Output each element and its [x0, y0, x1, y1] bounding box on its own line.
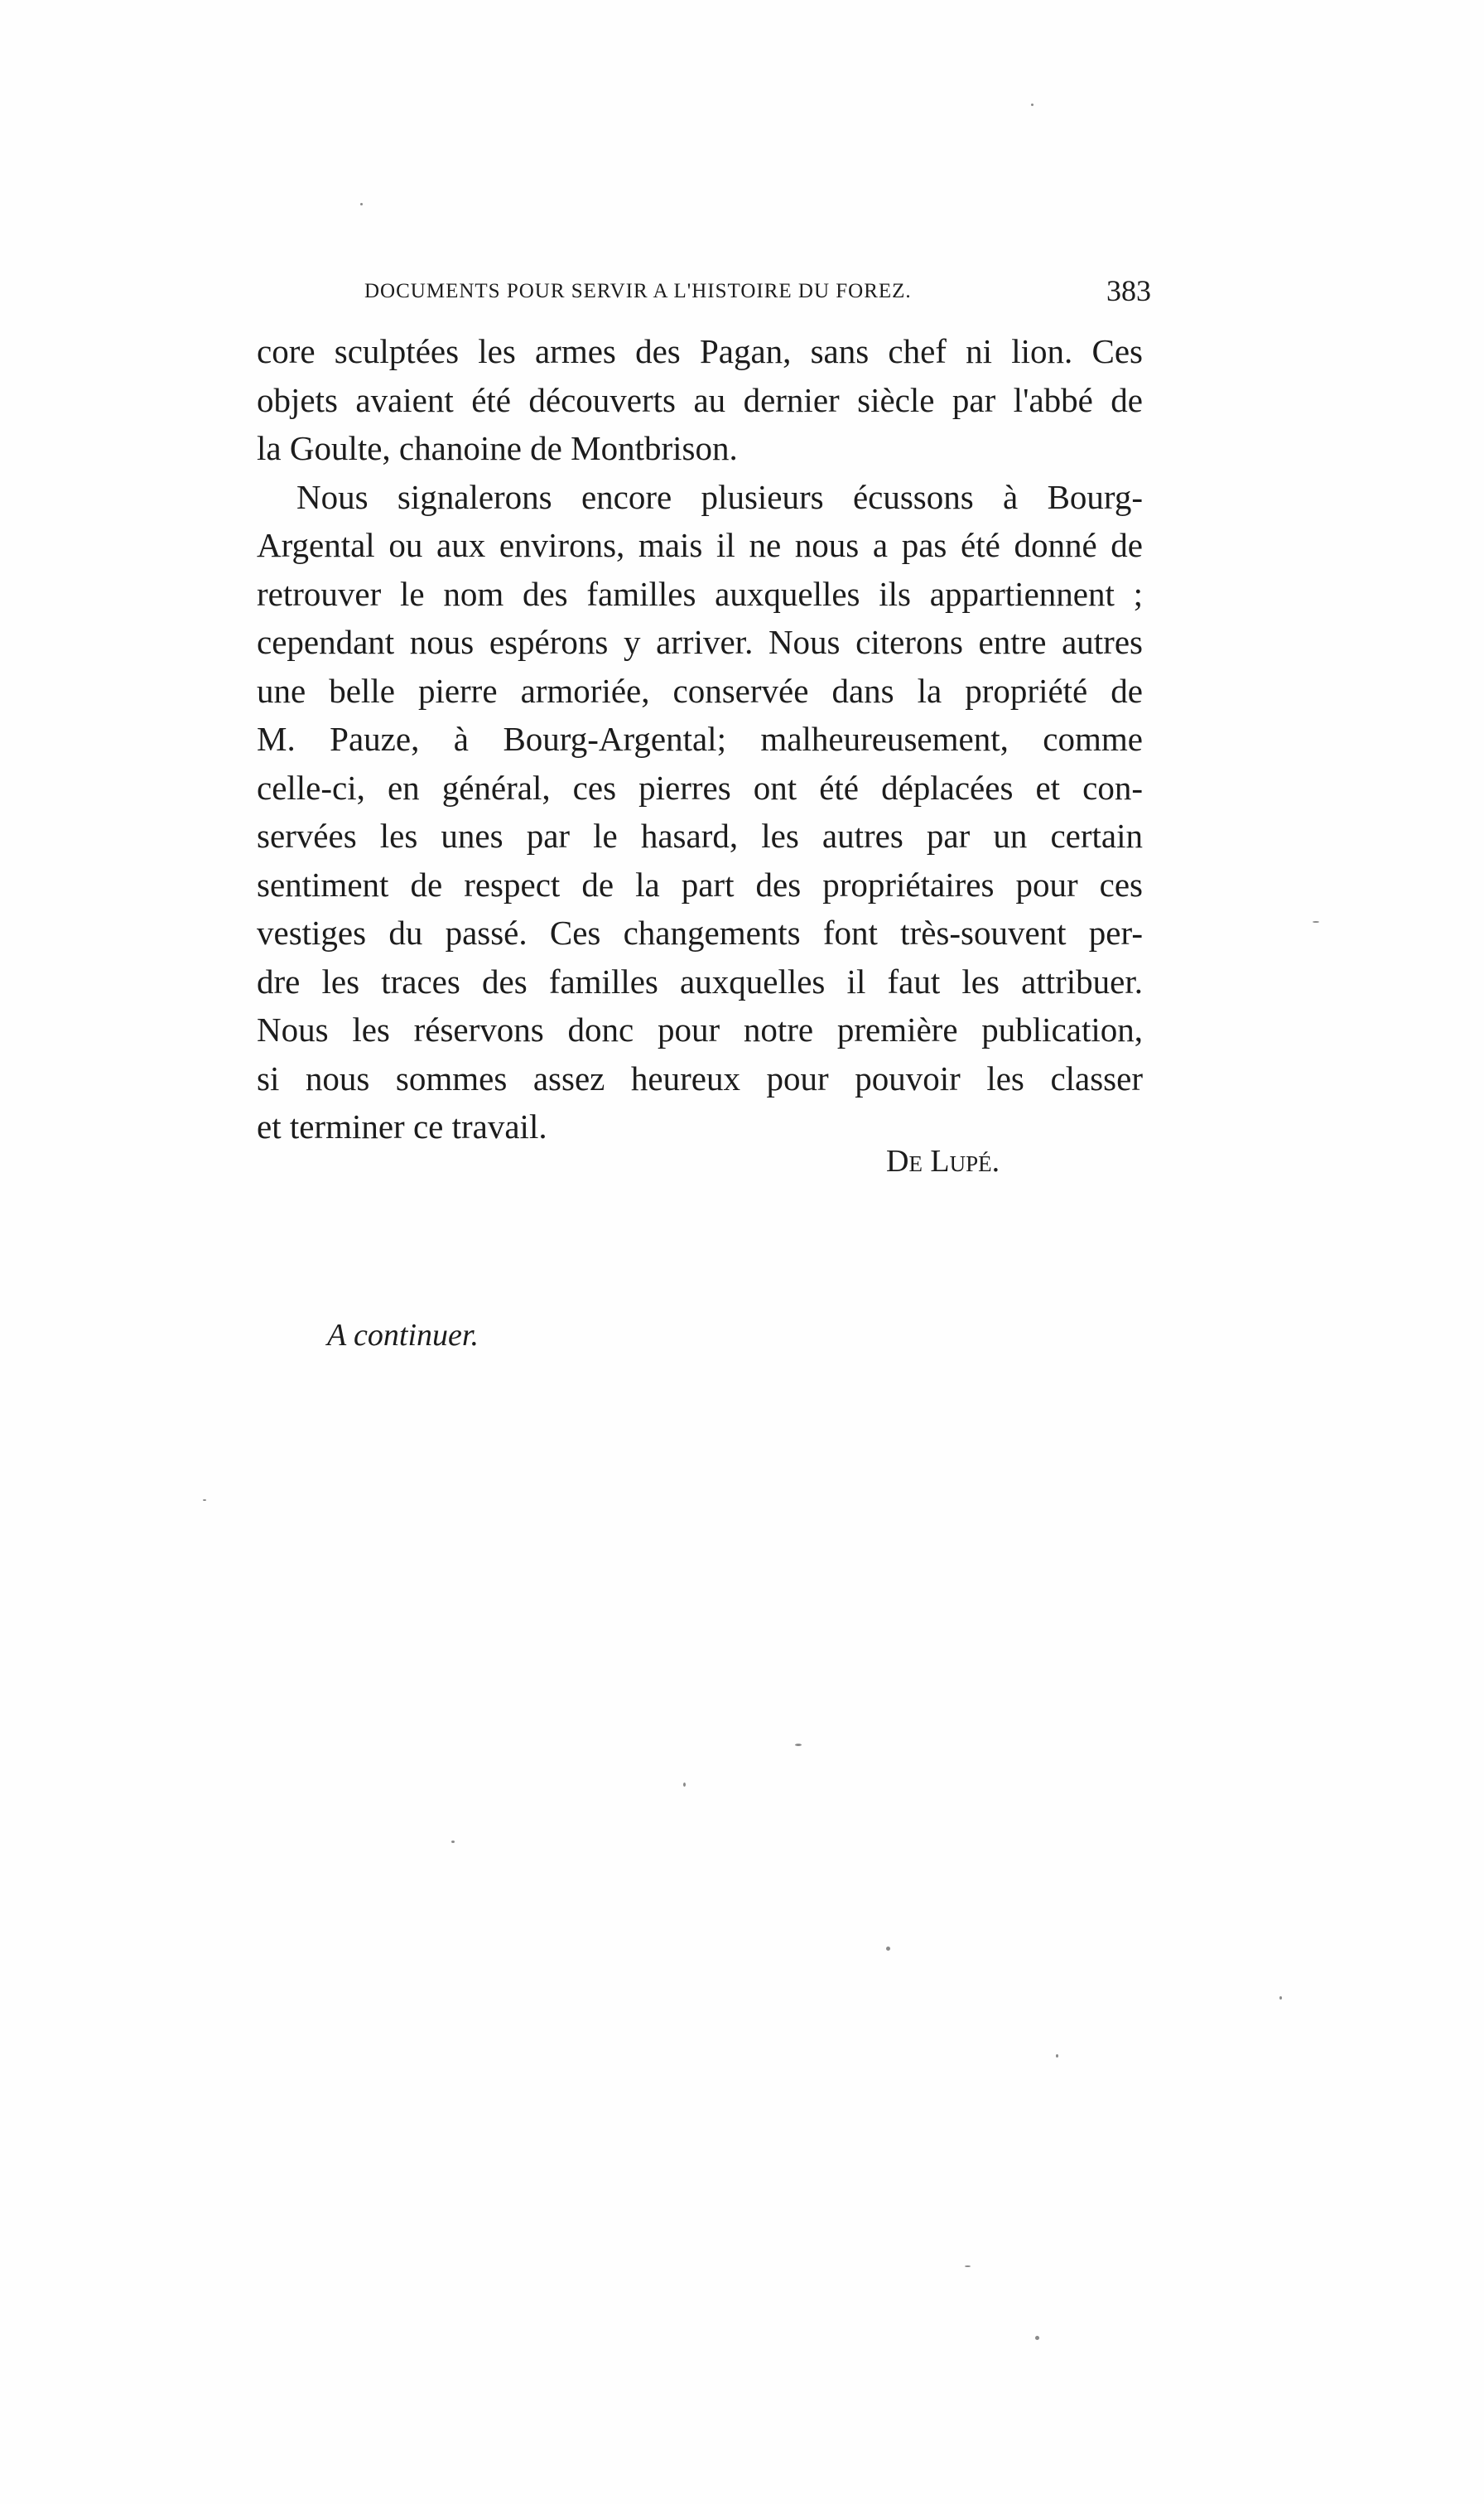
- text-line: Argental ou aux environs, mais il ne nous a pas été donné de: [257, 526, 1143, 564]
- text-line: sentiment de respect de la part des propriétaires pour ces: [257, 865, 1143, 904]
- text-line: celle-ci, en général, ces pierres ont été déplacées et con-: [257, 768, 1143, 807]
- page-number: 383: [1106, 274, 1151, 307]
- paper-speck: [886, 1947, 890, 1951]
- running-head: [364, 273, 1192, 315]
- body-text: [257, 327, 1143, 1151]
- running-title: DOCUMENTS POUR SERVIR A L'HISTOIRE DU FOREZ.: [364, 280, 912, 302]
- text-line: une belle pierre armoriée, conservée dans la propriété de: [257, 671, 1143, 710]
- paper-speck: [1031, 104, 1034, 106]
- paper-speck: [1035, 2336, 1039, 2340]
- continuation-note: A continuer.: [327, 1318, 479, 1353]
- text-line: Nous les réservons donc pour notre première publication,: [257, 1011, 1143, 1049]
- text-line: dre les traces des familles auxquelles il faut les attribuer.: [257, 962, 1143, 1001]
- text-line: vestiges du passé. Ces changements font très-souvent per-: [257, 914, 1143, 952]
- text-line: si nous sommes assez heureux pour pouvoir les classer: [257, 1059, 1143, 1098]
- paper-speck: [795, 1744, 802, 1746]
- paper-speck: [683, 1783, 686, 1787]
- text-line: M. Pauze, à Bourg-Argental; malheureusement, comme: [257, 720, 1143, 758]
- paper-speck: [451, 1841, 455, 1843]
- text-line: la Goulte, chanoine de Montbrison.: [257, 429, 738, 467]
- text-line: servées les unes par le hasard, les autres par un certain: [257, 817, 1143, 855]
- author-signature: De Lupé.: [886, 1144, 1000, 1179]
- text-line: core sculptées les armes des Pagan, sans chef ni lion. Ces: [257, 332, 1143, 370]
- text-line: retrouver le nom des familles auxquelles ils appartiennent ;: [257, 574, 1143, 613]
- paper-speck: [1279, 1996, 1282, 2000]
- paper-speck: [203, 1499, 206, 1501]
- text-line: cependant nous espérons y arriver. Nous citerons entre autres: [257, 623, 1143, 661]
- paper-speck: [965, 2265, 971, 2267]
- paper-speck: [360, 203, 363, 205]
- paper-speck: [1056, 2054, 1058, 2058]
- text-line: objets avaient été découverts au dernier siècle par l'abbé de: [257, 380, 1143, 419]
- paragraph-start-line: Nous signalerons encore plusieurs écussons à Bourg-: [296, 477, 1143, 516]
- text-line: et terminer ce travail.: [257, 1107, 547, 1146]
- paper-speck: [1313, 921, 1319, 923]
